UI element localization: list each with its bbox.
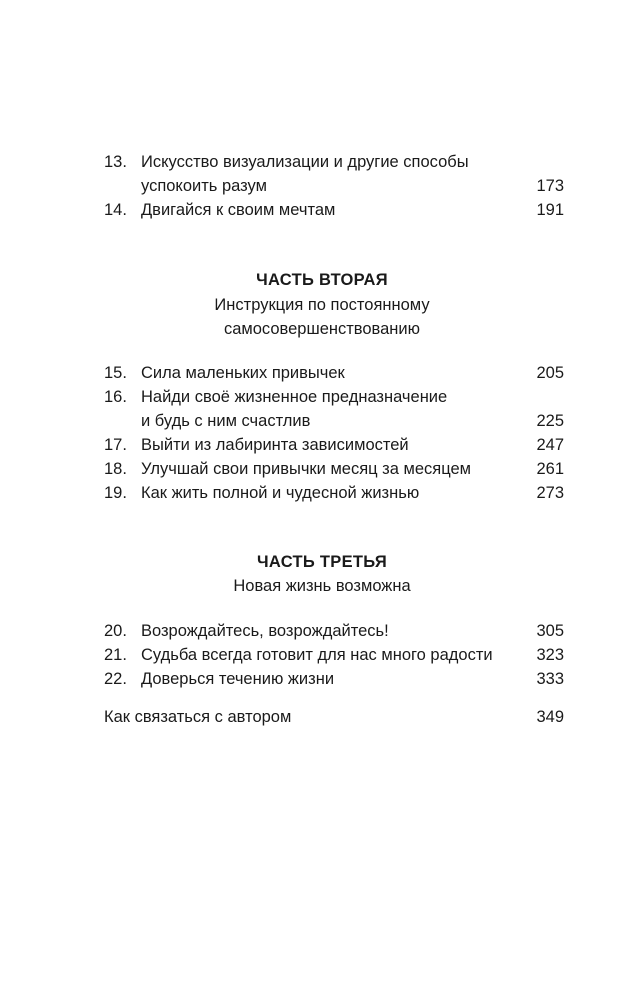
toc-entry-title-line: Судьба всегда готовит для нас много радости	[141, 646, 493, 664]
toc-entry-title-line: Найди своё жизненное предназначение	[141, 388, 448, 406]
part-two-heading: ЧАСТЬ ВТОРАЯ	[256, 271, 388, 289]
part-three-subtitle: Новая жизнь возможна	[233, 577, 411, 595]
toc-entry-title-line: Улучшай свои привычки месяц за месяцем	[141, 460, 471, 478]
toc-entry-22[interactable]	[104, 667, 564, 691]
toc-entry-19[interactable]	[104, 481, 564, 505]
toc-entry-page: 261	[536, 460, 564, 478]
toc-entry-title-line: Выйти из лабиринта зависимостей	[141, 436, 409, 454]
toc-entry-page: 273	[536, 484, 564, 502]
part-three-heading: ЧАСТЬ ТРЕТЬЯ	[257, 553, 387, 571]
toc-entry-title-line: Как связаться с автором	[104, 708, 292, 726]
toc-entry-15[interactable]	[104, 361, 564, 385]
toc-entry-17[interactable]	[104, 433, 564, 457]
toc-entry-title-line: Сила маленьких привычек	[141, 364, 345, 382]
toc-entry-number: 22.	[104, 670, 127, 688]
toc-entry-title-line: Доверься течению жизни	[141, 670, 335, 688]
toc-entry-page: 333	[536, 670, 564, 688]
toc-entry-20[interactable]	[104, 619, 564, 643]
toc-entry-page: 205	[536, 364, 564, 382]
toc-entry-contact-author[interactable]	[104, 705, 564, 729]
part-two-subtitle-line-2: самосовершенствованию	[223, 320, 421, 338]
toc-entry-18[interactable]	[104, 457, 564, 481]
toc-entry-13[interactable]	[104, 150, 564, 174]
toc-entry-number: 20.	[104, 622, 127, 640]
toc-entry-page: 173	[536, 177, 564, 195]
toc-entry-title-line: и будь с ним счастлив	[141, 412, 311, 430]
toc-entry-page: 349	[536, 708, 564, 726]
toc-entry-title-line: успокоить разум	[141, 177, 267, 195]
toc-entry-number: 17.	[104, 436, 127, 454]
toc-entry-title-line: Как жить полной и чудесной жизнью	[141, 484, 420, 502]
toc-entry-16-cont[interactable]	[104, 409, 564, 433]
toc-entry-16[interactable]	[104, 385, 564, 409]
toc-entry-title-line: Двигайся к своим мечтам	[141, 201, 336, 219]
toc-entry-page: 305	[536, 622, 564, 640]
toc-entry-title-line: Возрождайтесь, возрождайтесь!	[141, 622, 389, 640]
toc-entry-page: 191	[536, 201, 564, 219]
toc-entry-14[interactable]	[104, 198, 564, 222]
toc-entry-13-cont[interactable]	[104, 174, 564, 198]
toc-entry-number: 13.	[104, 153, 127, 171]
part-two-subtitle-line-1: Инструкция по постоянному	[214, 296, 430, 314]
toc-entry-number: 18.	[104, 460, 127, 478]
toc-entry-number: 19.	[104, 484, 127, 502]
toc-entry-page: 225	[536, 412, 564, 430]
toc-entry-number: 15.	[104, 364, 127, 382]
toc-entry-number: 16.	[104, 388, 127, 406]
toc-entry-title-line: Искусство визуализации и другие способы	[141, 153, 469, 171]
toc-entry-page: 323	[536, 646, 564, 664]
toc-entry-21[interactable]	[104, 643, 564, 667]
toc-entry-page: 247	[536, 436, 564, 454]
toc-entry-number: 14.	[104, 201, 127, 219]
toc-entry-number: 21.	[104, 646, 127, 664]
